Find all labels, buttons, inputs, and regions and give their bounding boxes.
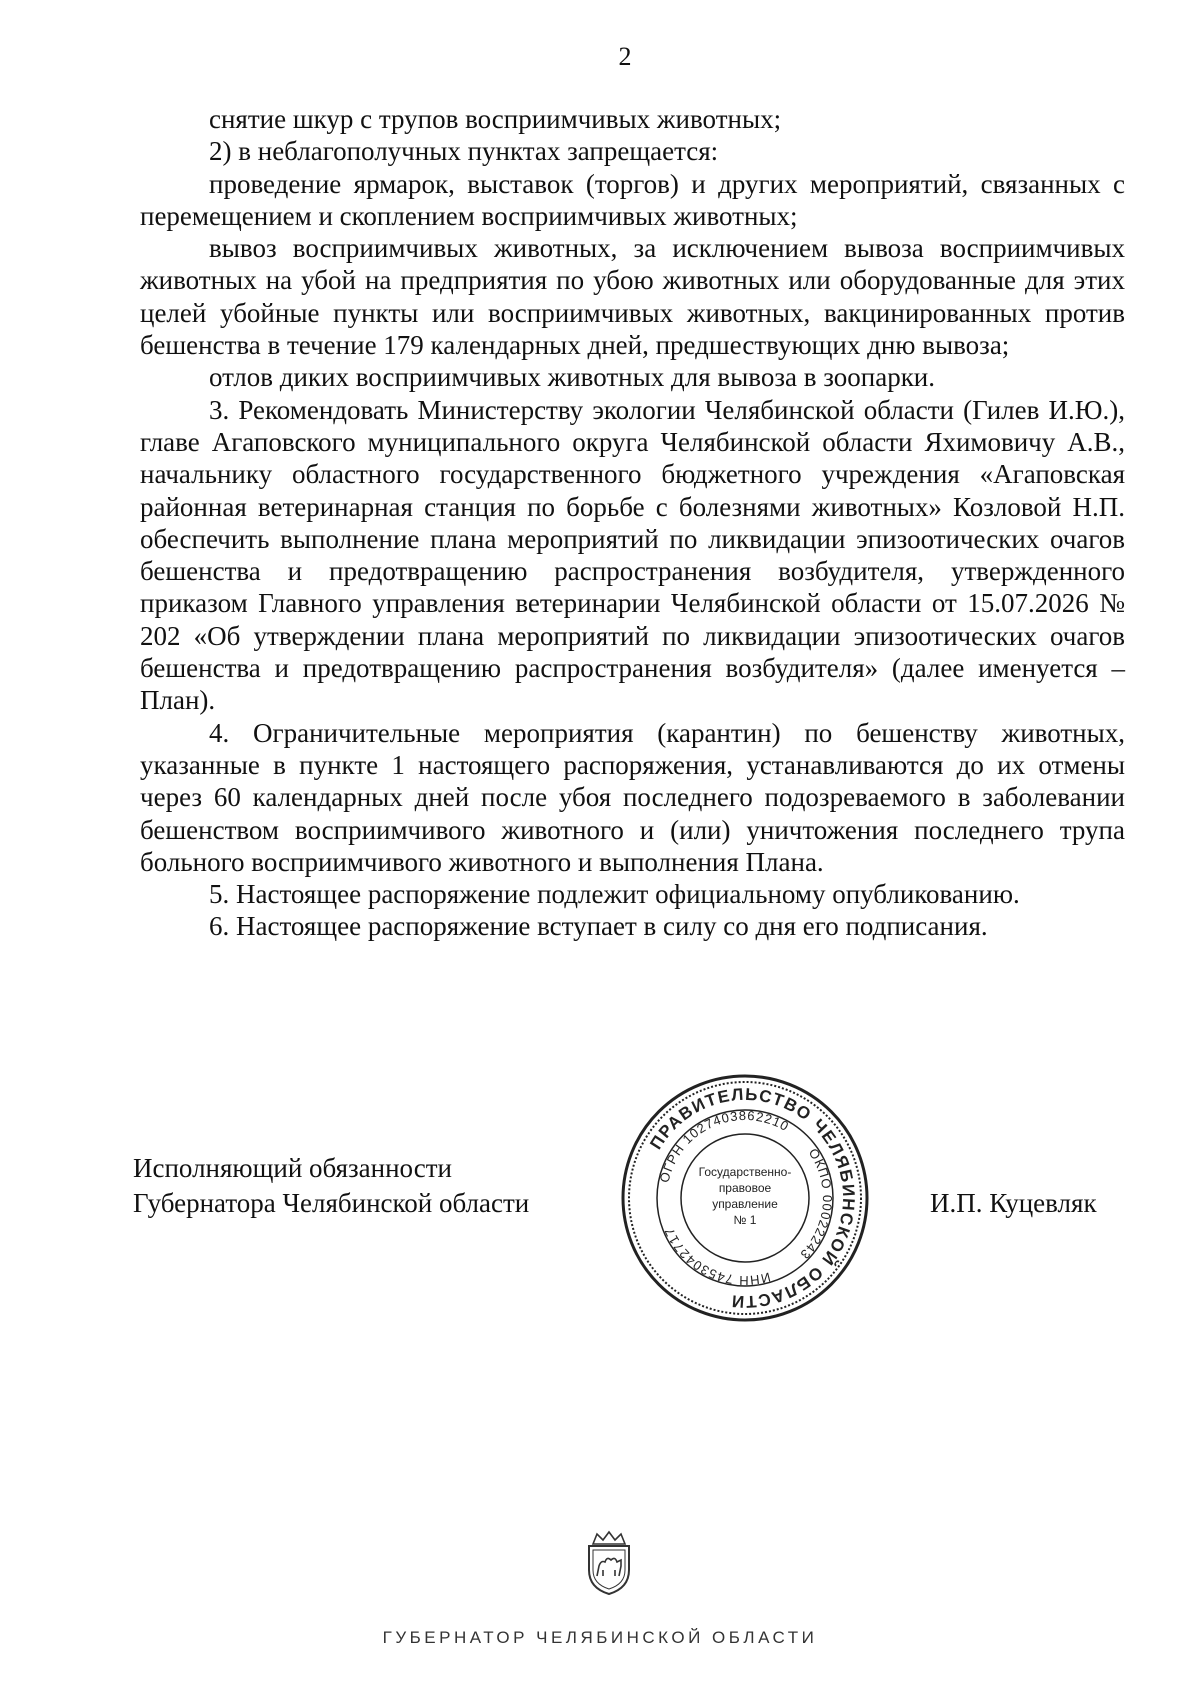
official-seal <box>615 1068 875 1328</box>
paragraph-capture-ban: отлов диких восприимчивых животных для вывоза в зоопарки. <box>209 362 936 393</box>
seal-okpo-text: ОКПО 00022243 <box>796 1145 836 1263</box>
document-body <box>140 103 1125 943</box>
footer-governor-label: ГУБЕРНАТОР ЧЕЛЯБИНСКОЙ ОБЛАСТИ <box>382 1628 818 1647</box>
signatory-name: И.П. Куцевляк <box>930 1188 1097 1218</box>
seal-inn-text: ИНН 7453042717 <box>661 1224 772 1289</box>
paragraph-prohibitions-header: 2) в неблагополучных пунктах запрещается: <box>209 136 719 167</box>
seal-center-line3: управление <box>712 1197 778 1211</box>
signatory-title <box>133 1151 529 1221</box>
paragraph-publication: 5. Настоящее распоряжение подлежит официальному опубликованию. <box>209 879 1020 910</box>
paragraph-effective-date: 6. Настоящее распоряжение вступает в силу со дня его подписания. <box>209 911 988 942</box>
coat-of-arms-icon <box>583 1530 635 1596</box>
signatory-title-line2: Губернатора Челябинской области <box>133 1188 530 1218</box>
paragraph-fairs-ban: проведение ярмарок, выставок (торгов) и других мероприятий, связанных с перемещением и скоплением восприимчивых животных; <box>140 168 1125 231</box>
emblem-shield <box>589 1546 629 1594</box>
seal-center-line2: правовое <box>718 1181 772 1195</box>
seal-outer-text: ПРАВИТЕЛЬСТВО ЧЕЛЯБИНСКОЙ ОБЛАСТИ <box>646 1084 859 1312</box>
seal-ogrn-text: ОГРН 1027403862210 <box>656 1107 792 1185</box>
page-number: 2 <box>618 42 632 71</box>
paragraph-export-ban: вывоз восприимчивых животных, за исключением вывоза восприимчивых животных на убой на предприятия по убою животных или оборудованные для этих целей убойные пункты или восприимчивых животных, вакцинированных против бешенства в течение 179 календарных дней, предшествующих дню вывоза; <box>140 233 1125 361</box>
signatory-title-line1: Исполняющий обязанности <box>133 1153 452 1183</box>
paragraph-recommendation: 3. Рекомендовать Министерству экологии Челябинской области (Гилев И.Ю.), главе Агаповского муниципального округа Челябинской области Яхимовичу А.В., начальнику областного государственного бюджетного учреждения «Агаповская районная ветеринарная станция по борьбе с болезнями животных» Козловой Н.П. обеспечить выполнение плана мероприятий по ликвидации эпизоотических очагов бешенства и предотвращению распространения возбудителя, утвержденного приказом Главного управления ветеринарии Челябинской области от 15.07.2026 № 202 «Об утверждении плана мероприятий по ликвидации эпизоотических очагов бешенства и предотвращению распространения возбудителя» (далее именуется – План). <box>140 394 1125 716</box>
emblem-camel <box>597 1558 621 1576</box>
paragraph-skin-removal: снятие шкур с трупов восприимчивых животных; <box>209 104 782 134</box>
seal-center-line4: № 1 <box>733 1213 757 1227</box>
emblem-crown <box>593 1532 625 1544</box>
seal-center-line1: Государственно- <box>698 1165 792 1179</box>
paragraph-quarantine-term: 4. Ограничительные мероприятия (карантин) по бешенству животных, указанные в пункте 1 настоящего распоряжения, устанавливаются до их отмены через 60 календарных дней после убоя последнего подозреваемого в заболевании бешенством восприимчивого животного и (или) уничтожения последнего трупа больного восприимчивого животного и выполнения Плана. <box>140 717 1125 877</box>
